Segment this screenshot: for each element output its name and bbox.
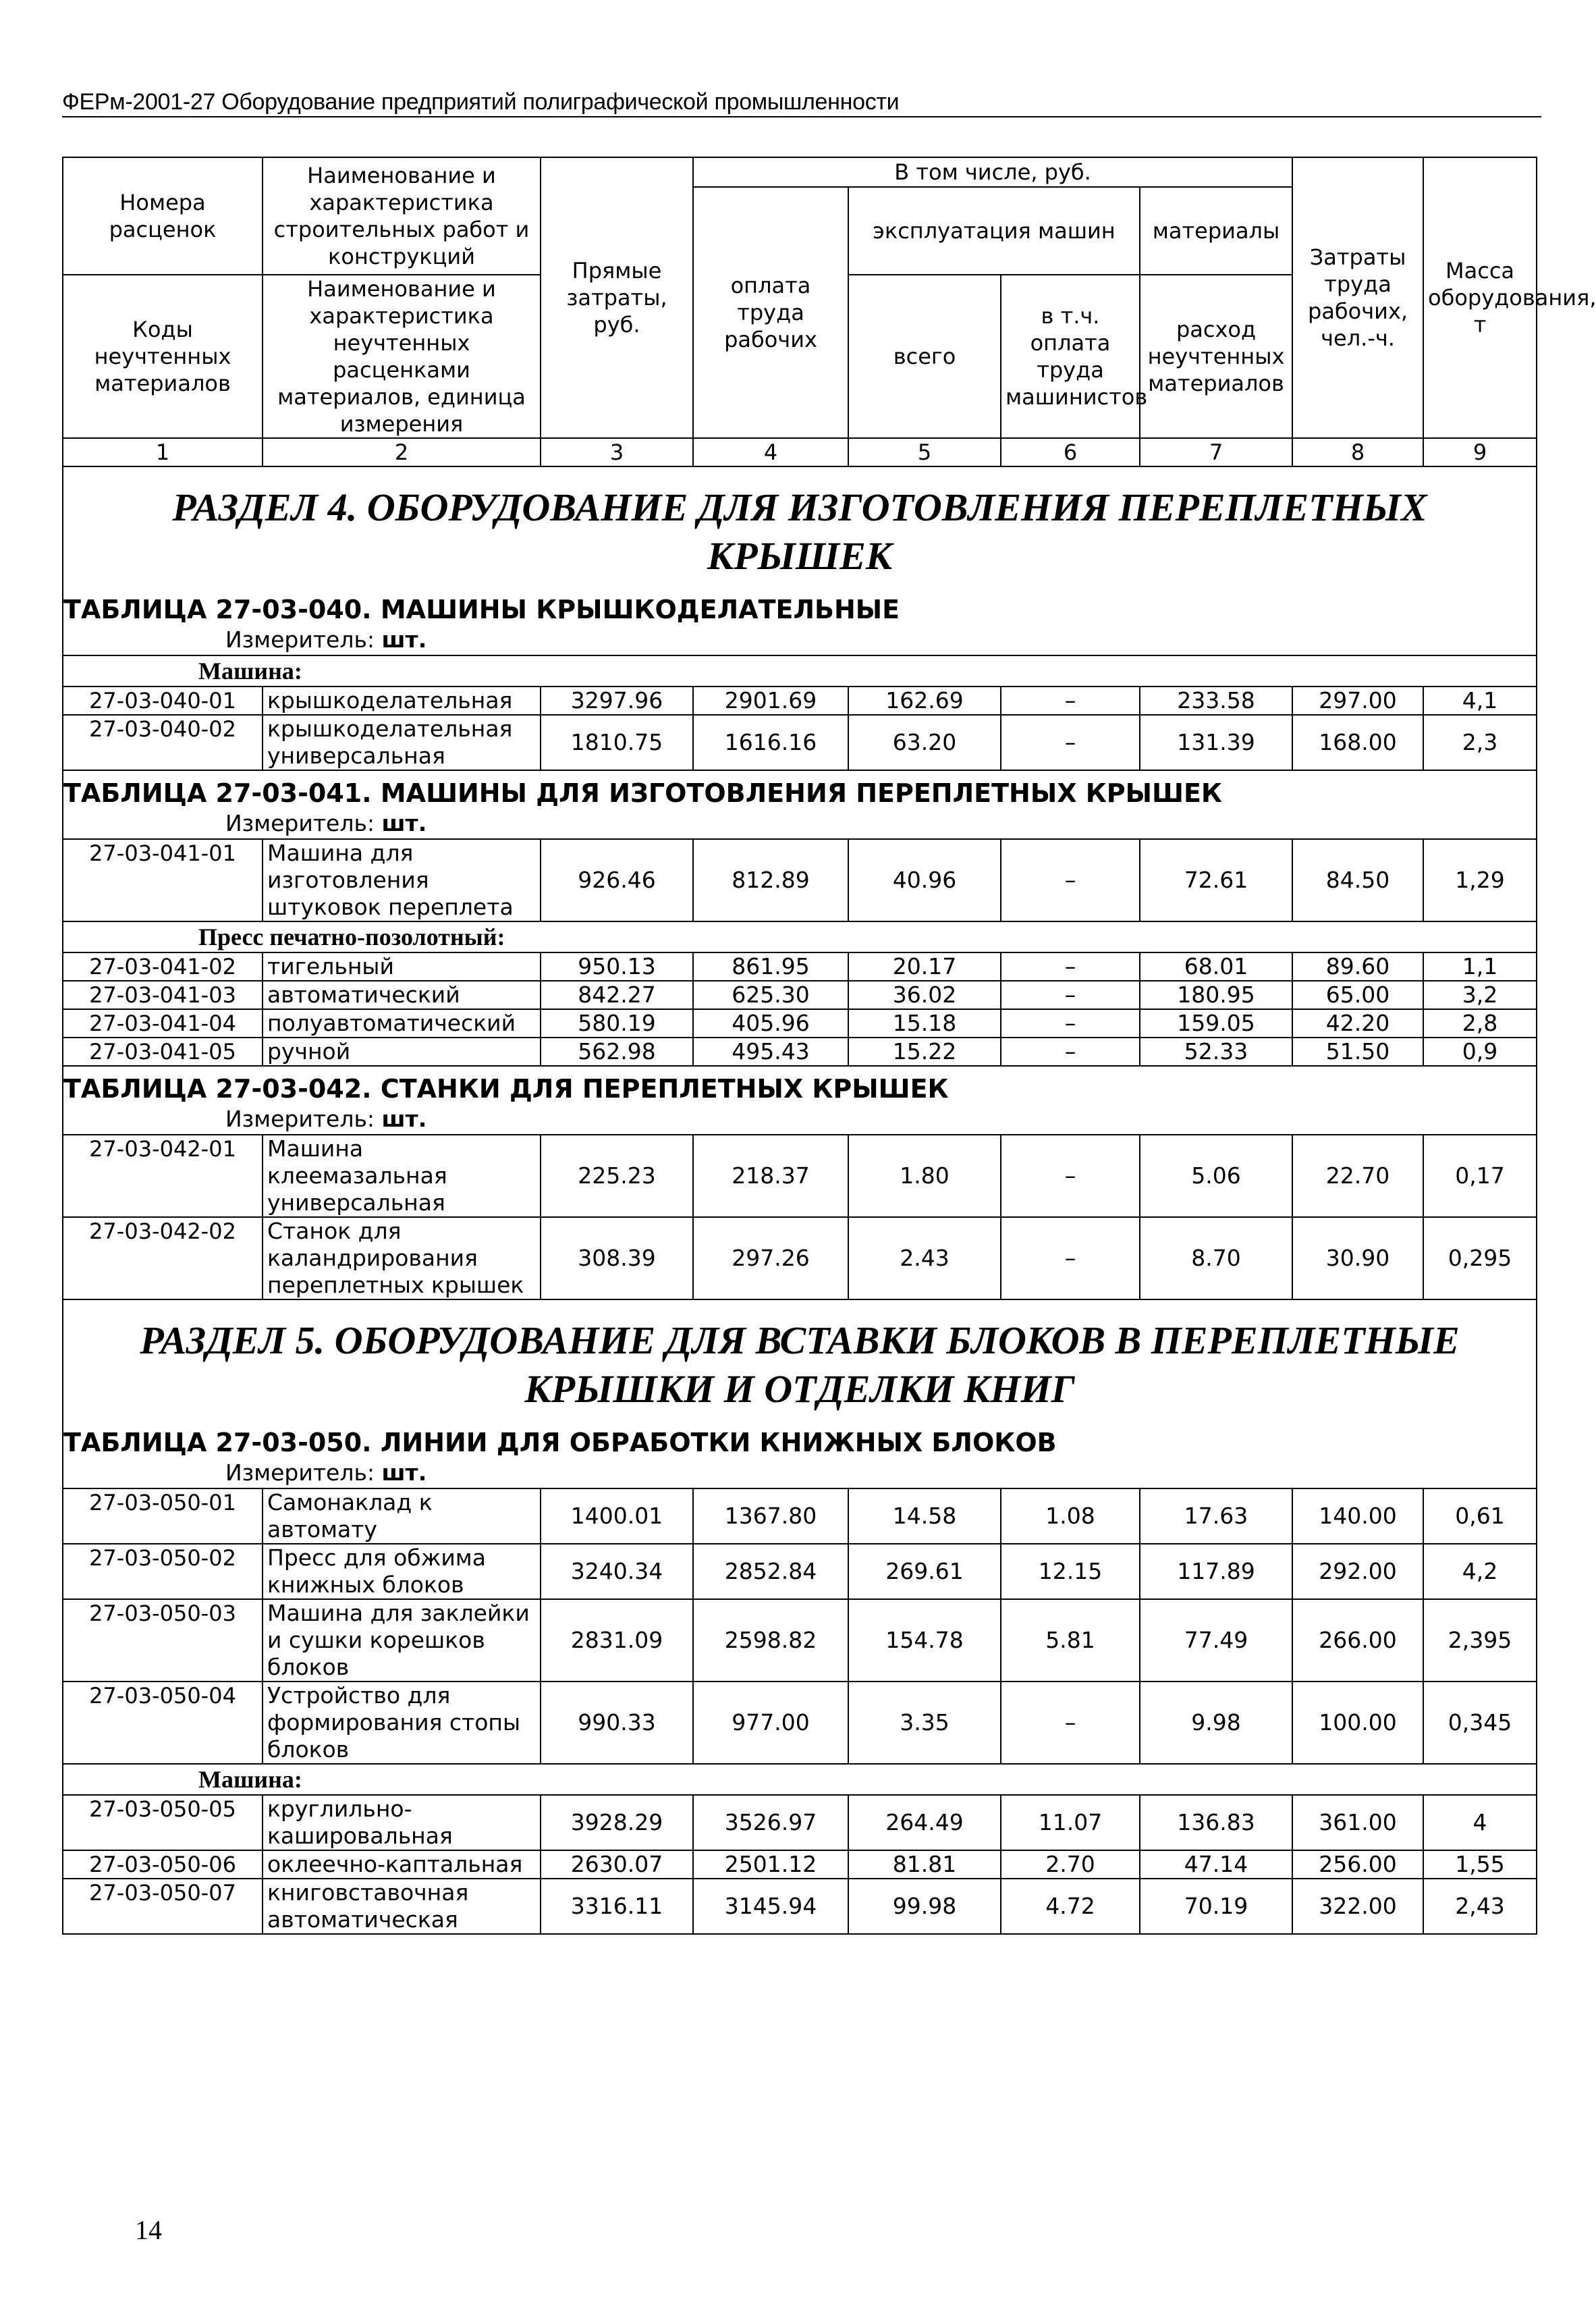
cell-pay: 625.30 bbox=[693, 981, 848, 1009]
cell-mach-total: 40.96 bbox=[848, 839, 1001, 921]
cell-mach-total: 269.61 bbox=[848, 1544, 1001, 1599]
table-row bbox=[63, 1850, 1537, 1879]
cell-materials: 136.83 bbox=[1140, 1795, 1292, 1850]
cell-labor: 266.00 bbox=[1292, 1599, 1423, 1682]
cell-direct: 3240.34 bbox=[541, 1544, 693, 1599]
cell-mach-pay: – bbox=[1001, 1009, 1140, 1038]
machines-header: эксплуатация машин bbox=[848, 187, 1140, 275]
cell-mach-pay: 11.07 bbox=[1001, 1795, 1140, 1850]
cell-pay: 812.89 bbox=[693, 839, 848, 921]
cell-materials: 131.39 bbox=[1140, 715, 1292, 770]
rate-code: 27-03-050-01 bbox=[63, 1488, 263, 1544]
cell-materials: 77.49 bbox=[1140, 1599, 1292, 1682]
cell-mass: 0,17 bbox=[1423, 1135, 1537, 1217]
cell-materials: 70.19 bbox=[1140, 1879, 1292, 1934]
group-subtitle: Машина: bbox=[63, 655, 1537, 687]
cell-direct: 3316.11 bbox=[541, 1879, 693, 1934]
table-row bbox=[63, 1135, 1537, 1217]
col8-header: Затраты труда рабочих, чел.-ч. bbox=[1292, 157, 1423, 438]
cell-direct: 3928.29 bbox=[541, 1795, 693, 1850]
cell-mach-pay: – bbox=[1001, 1217, 1140, 1299]
col7-header: расход неучтенных материалов bbox=[1140, 275, 1292, 438]
cell-labor: 322.00 bbox=[1292, 1879, 1423, 1934]
cell-mach-total: 15.22 bbox=[848, 1038, 1001, 1066]
cell-pay: 861.95 bbox=[693, 952, 848, 981]
cell-materials: 8.70 bbox=[1140, 1217, 1292, 1299]
cell-labor: 292.00 bbox=[1292, 1544, 1423, 1599]
table-row bbox=[63, 1879, 1537, 1934]
rate-code: 27-03-041-05 bbox=[63, 1038, 263, 1066]
cell-labor: 297.00 bbox=[1292, 687, 1423, 715]
group-subtitle: Машина: bbox=[63, 1764, 1537, 1795]
rate-code: 27-03-041-01 bbox=[63, 839, 263, 921]
cell-labor: 51.50 bbox=[1292, 1038, 1423, 1066]
rate-name: Устройство для формирования стопы блоков bbox=[263, 1682, 541, 1764]
cell-labor: 168.00 bbox=[1292, 715, 1423, 770]
meter bbox=[63, 809, 1537, 839]
cell-mass: 0,345 bbox=[1423, 1682, 1537, 1764]
rate-code: 27-03-042-02 bbox=[63, 1217, 263, 1299]
column-number: 8 bbox=[1292, 438, 1423, 466]
col2-top-header: Наименование и характеристика строительных работ и конструкций bbox=[263, 157, 541, 275]
meter-unit: шт. bbox=[381, 626, 427, 653]
cell-mass: 2,43 bbox=[1423, 1879, 1537, 1934]
table-row bbox=[63, 687, 1537, 715]
group-subtitle-row bbox=[63, 655, 1537, 687]
table-row bbox=[63, 1544, 1537, 1599]
rate-name: тигельный bbox=[263, 952, 541, 981]
column-number: 5 bbox=[848, 438, 1001, 466]
cell-materials: 159.05 bbox=[1140, 1009, 1292, 1038]
rate-name: полуавтоматический bbox=[263, 1009, 541, 1038]
cell-mach-total: 14.58 bbox=[848, 1488, 1001, 1544]
rate-name: Станок для каландрирования переплетных крышек bbox=[263, 1217, 541, 1299]
rate-code: 27-03-041-03 bbox=[63, 981, 263, 1009]
table-body bbox=[63, 157, 1596, 1934]
rate-name: Машина клеемазальная универсальная bbox=[263, 1135, 541, 1217]
meter-unit: шт. bbox=[381, 810, 427, 836]
col1-bottom-header: Коды неучтенных материалов bbox=[63, 275, 263, 438]
cell-mach-pay: – bbox=[1001, 1038, 1140, 1066]
rate-name: Машина для изготовления штуковок переплета bbox=[263, 839, 541, 921]
rate-name: крышкоделательная bbox=[263, 687, 541, 715]
section-title: РАЗДЕЛ 5. ОБОРУДОВАНИЕ ДЛЯ ВСТАВКИ БЛОКОВ В ПЕРЕПЛЕТНЫЕ КРЫШКИ И ОТДЕЛКИ КНИГ bbox=[63, 1299, 1537, 1420]
cell-pay: 1367.80 bbox=[693, 1488, 848, 1544]
cell-mach-total: 3.35 bbox=[848, 1682, 1001, 1764]
col9-header: Масса оборудования, т bbox=[1423, 157, 1537, 438]
column-number: 1 bbox=[63, 438, 263, 466]
cell-materials: 52.33 bbox=[1140, 1038, 1292, 1066]
cell-mach-pay: 12.15 bbox=[1001, 1544, 1140, 1599]
cell-direct: 225.23 bbox=[541, 1135, 693, 1217]
page-number: 14 bbox=[135, 2215, 162, 2245]
rate-code: 27-03-041-04 bbox=[63, 1009, 263, 1038]
rate-name: Машина для заклейки и сушки корешков блоков bbox=[263, 1599, 541, 1682]
table-title: ТАБЛИЦА 27-03-042. СТАНКИ ДЛЯ ПЕРЕПЛЕТНЫХ КРЫШЕК bbox=[63, 1066, 1537, 1104]
cell-labor: 361.00 bbox=[1292, 1795, 1423, 1850]
col6-header: в т.ч. оплата труда машинистов bbox=[1001, 275, 1140, 438]
cell-mach-total: 264.49 bbox=[848, 1795, 1001, 1850]
table-row bbox=[63, 1038, 1537, 1066]
cell-mach-total: 15.18 bbox=[848, 1009, 1001, 1038]
cell-pay: 3145.94 bbox=[693, 1879, 848, 1934]
header-rule bbox=[62, 116, 1541, 117]
table-title-row bbox=[63, 587, 1537, 625]
rate-name: автоматический bbox=[263, 981, 541, 1009]
group-subtitle: Пресс печатно-позолотный: bbox=[63, 921, 1537, 952]
meter bbox=[63, 1458, 1537, 1488]
group-subtitle-row bbox=[63, 921, 1537, 952]
meter-unit: шт. bbox=[381, 1459, 427, 1486]
rate-name: оклеечно-каптальная bbox=[263, 1850, 541, 1879]
table-title: ТАБЛИЦА 27-03-041. МАШИНЫ ДЛЯ ИЗГОТОВЛЕНИЯ ПЕРЕПЛЕТНЫХ КРЫШЕК bbox=[63, 770, 1537, 809]
column-number: 2 bbox=[263, 438, 541, 466]
cell-pay: 2598.82 bbox=[693, 1599, 848, 1682]
rate-code: 27-03-040-01 bbox=[63, 687, 263, 715]
cell-mass: 1,1 bbox=[1423, 952, 1537, 981]
cell-pay: 977.00 bbox=[693, 1682, 848, 1764]
table-row bbox=[63, 981, 1537, 1009]
cell-mach-pay: – bbox=[1001, 1682, 1140, 1764]
cell-mass: 2,395 bbox=[1423, 1599, 1537, 1682]
column-number: 7 bbox=[1140, 438, 1292, 466]
cell-mach-pay: 5.81 bbox=[1001, 1599, 1140, 1682]
cell-direct: 562.98 bbox=[541, 1038, 693, 1066]
meter-label: Измеритель: bbox=[225, 810, 375, 836]
cell-direct: 1810.75 bbox=[541, 715, 693, 770]
table-row bbox=[63, 1009, 1537, 1038]
col2-bottom-header: Наименование и характеристика неучтенных расценками материалов, единица измерения bbox=[263, 275, 541, 438]
cell-materials: 68.01 bbox=[1140, 952, 1292, 981]
col5-header: всего bbox=[848, 275, 1001, 438]
cell-mass: 1,29 bbox=[1423, 839, 1537, 921]
table-title-row bbox=[63, 1420, 1537, 1458]
cell-materials: 47.14 bbox=[1140, 1850, 1292, 1879]
cell-mach-total: 36.02 bbox=[848, 981, 1001, 1009]
cell-direct: 2831.09 bbox=[541, 1599, 693, 1682]
column-number: 6 bbox=[1001, 438, 1140, 466]
col1-top-header: Номера расценок bbox=[63, 157, 263, 275]
rate-code: 27-03-042-01 bbox=[63, 1135, 263, 1217]
cell-mass: 0,9 bbox=[1423, 1038, 1537, 1066]
table-row bbox=[63, 1682, 1537, 1764]
page-header: ФЕРм-2001-27 Оборудование предприятий полиграфической промышленности bbox=[62, 89, 900, 115]
cell-materials: 117.89 bbox=[1140, 1544, 1292, 1599]
cell-pay: 218.37 bbox=[693, 1135, 848, 1217]
cell-mach-total: 81.81 bbox=[848, 1850, 1001, 1879]
cell-mach-pay: 2.70 bbox=[1001, 1850, 1140, 1879]
rate-code: 27-03-050-07 bbox=[63, 1879, 263, 1934]
cell-labor: 100.00 bbox=[1292, 1682, 1423, 1764]
cell-mass: 0,61 bbox=[1423, 1488, 1537, 1544]
cell-mass: 2,3 bbox=[1423, 715, 1537, 770]
cell-mass: 1,55 bbox=[1423, 1850, 1537, 1879]
meter-row bbox=[63, 1458, 1537, 1488]
cell-pay: 405.96 bbox=[693, 1009, 848, 1038]
cell-materials: 72.61 bbox=[1140, 839, 1292, 921]
cell-materials: 17.63 bbox=[1140, 1488, 1292, 1544]
table-row bbox=[63, 1217, 1537, 1299]
column-number: 9 bbox=[1423, 438, 1537, 466]
cell-labor: 65.00 bbox=[1292, 981, 1423, 1009]
rate-code: 27-03-050-05 bbox=[63, 1795, 263, 1850]
section-row bbox=[63, 466, 1537, 587]
table-row bbox=[63, 839, 1537, 921]
rate-code: 27-03-050-06 bbox=[63, 1850, 263, 1879]
cell-materials: 180.95 bbox=[1140, 981, 1292, 1009]
table-title-row bbox=[63, 770, 1537, 809]
cell-mach-total: 154.78 bbox=[848, 1599, 1001, 1682]
cell-mach-pay: – bbox=[1001, 1135, 1140, 1217]
group-subtitle-row bbox=[63, 1764, 1537, 1795]
rate-code: 27-03-040-02 bbox=[63, 715, 263, 770]
rate-code: 27-03-050-02 bbox=[63, 1544, 263, 1599]
cell-labor: 84.50 bbox=[1292, 839, 1423, 921]
cell-pay: 1616.16 bbox=[693, 715, 848, 770]
col4-header: оплата труда рабочих bbox=[693, 187, 848, 438]
cell-pay: 2901.69 bbox=[693, 687, 848, 715]
cell-direct: 990.33 bbox=[541, 1682, 693, 1764]
cell-pay: 495.43 bbox=[693, 1038, 848, 1066]
meter-label: Измеритель: bbox=[225, 1106, 375, 1132]
cell-mach-pay: 4.72 bbox=[1001, 1879, 1140, 1934]
cell-direct: 2630.07 bbox=[541, 1850, 693, 1879]
cell-mass: 4,1 bbox=[1423, 687, 1537, 715]
cell-pay: 2501.12 bbox=[693, 1850, 848, 1879]
rate-code: 27-03-050-04 bbox=[63, 1682, 263, 1764]
table-title: ТАБЛИЦА 27-03-040. МАШИНЫ КРЫШКОДЕЛАТЕЛЬНЫЕ bbox=[63, 587, 1537, 625]
section-title: РАЗДЕЛ 4. ОБОРУДОВАНИЕ ДЛЯ ИЗГОТОВЛЕНИЯ ПЕРЕПЛЕТНЫХ КРЫШЕК bbox=[63, 466, 1537, 587]
cell-direct: 950.13 bbox=[541, 952, 693, 981]
column-number: 4 bbox=[693, 438, 848, 466]
cell-mach-pay: – bbox=[1001, 952, 1140, 981]
column-numbers-row bbox=[63, 438, 1537, 466]
meter-row bbox=[63, 1104, 1537, 1135]
cell-mach-pay: – bbox=[1001, 687, 1140, 715]
rate-name: крышкоделательная универсальная bbox=[263, 715, 541, 770]
cell-pay: 2852.84 bbox=[693, 1544, 848, 1599]
table-row bbox=[63, 952, 1537, 981]
col3-header: Прямые затраты, руб. bbox=[541, 157, 693, 438]
cell-pay: 297.26 bbox=[693, 1217, 848, 1299]
table-row bbox=[63, 1795, 1537, 1850]
rate-name: Пресс для обжима книжных блоков bbox=[263, 1544, 541, 1599]
cell-labor: 30.90 bbox=[1292, 1217, 1423, 1299]
meter-row bbox=[63, 809, 1537, 839]
table-row bbox=[63, 1488, 1537, 1544]
cell-materials: 9.98 bbox=[1140, 1682, 1292, 1764]
cell-mach-pay: 1.08 bbox=[1001, 1488, 1140, 1544]
rates-table bbox=[62, 157, 1596, 1935]
cell-mach-pay: – bbox=[1001, 839, 1140, 921]
cell-labor: 140.00 bbox=[1292, 1488, 1423, 1544]
rate-name: книговставочная автоматическая bbox=[263, 1879, 541, 1934]
rate-name: Самонаклад к автомату bbox=[263, 1488, 541, 1544]
cell-materials: 233.58 bbox=[1140, 687, 1292, 715]
cell-mach-pay: – bbox=[1001, 715, 1140, 770]
table-title-row bbox=[63, 1066, 1537, 1104]
table-row bbox=[63, 1599, 1537, 1682]
cell-direct: 926.46 bbox=[541, 839, 693, 921]
cell-mass: 3,2 bbox=[1423, 981, 1537, 1009]
cell-pay: 3526.97 bbox=[693, 1795, 848, 1850]
cell-mass: 2,8 bbox=[1423, 1009, 1537, 1038]
cell-labor: 256.00 bbox=[1292, 1850, 1423, 1879]
meter-label: Измеритель: bbox=[225, 626, 375, 653]
cell-labor: 89.60 bbox=[1292, 952, 1423, 981]
cell-mass: 4,2 bbox=[1423, 1544, 1537, 1599]
cell-labor: 22.70 bbox=[1292, 1135, 1423, 1217]
section-row bbox=[63, 1299, 1537, 1420]
rate-code: 27-03-041-02 bbox=[63, 952, 263, 981]
rate-code: 27-03-050-03 bbox=[63, 1599, 263, 1682]
meter bbox=[63, 625, 1537, 655]
meter-unit: шт. bbox=[381, 1106, 427, 1132]
meter bbox=[63, 1104, 1537, 1135]
cell-direct: 580.19 bbox=[541, 1009, 693, 1038]
cell-mach-total: 2.43 bbox=[848, 1217, 1001, 1299]
header-row-1 bbox=[63, 157, 1537, 187]
cell-mach-total: 99.98 bbox=[848, 1879, 1001, 1934]
cell-direct: 1400.01 bbox=[541, 1488, 693, 1544]
table-row bbox=[63, 715, 1537, 770]
table-title: ТАБЛИЦА 27-03-050. ЛИНИИ ДЛЯ ОБРАБОТКИ КНИЖНЫХ БЛОКОВ bbox=[63, 1420, 1537, 1458]
materials-header: материалы bbox=[1140, 187, 1292, 275]
cell-mass: 4 bbox=[1423, 1795, 1537, 1850]
cell-mass: 0,295 bbox=[1423, 1217, 1537, 1299]
cell-mach-pay: – bbox=[1001, 981, 1140, 1009]
meter-row bbox=[63, 625, 1537, 655]
cell-materials: 5.06 bbox=[1140, 1135, 1292, 1217]
cell-labor: 42.20 bbox=[1292, 1009, 1423, 1038]
cell-mach-total: 162.69 bbox=[848, 687, 1001, 715]
cell-direct: 308.39 bbox=[541, 1217, 693, 1299]
rate-name: ручной bbox=[263, 1038, 541, 1066]
cell-mach-total: 20.17 bbox=[848, 952, 1001, 981]
including-header: В том числе, руб. bbox=[693, 157, 1292, 187]
cell-direct: 842.27 bbox=[541, 981, 693, 1009]
column-number: 3 bbox=[541, 438, 693, 466]
meter-label: Измеритель: bbox=[225, 1459, 375, 1486]
cell-direct: 3297.96 bbox=[541, 687, 693, 715]
rate-name: круглильно-кашировальная bbox=[263, 1795, 541, 1850]
cell-mach-total: 1.80 bbox=[848, 1135, 1001, 1217]
cell-mach-total: 63.20 bbox=[848, 715, 1001, 770]
